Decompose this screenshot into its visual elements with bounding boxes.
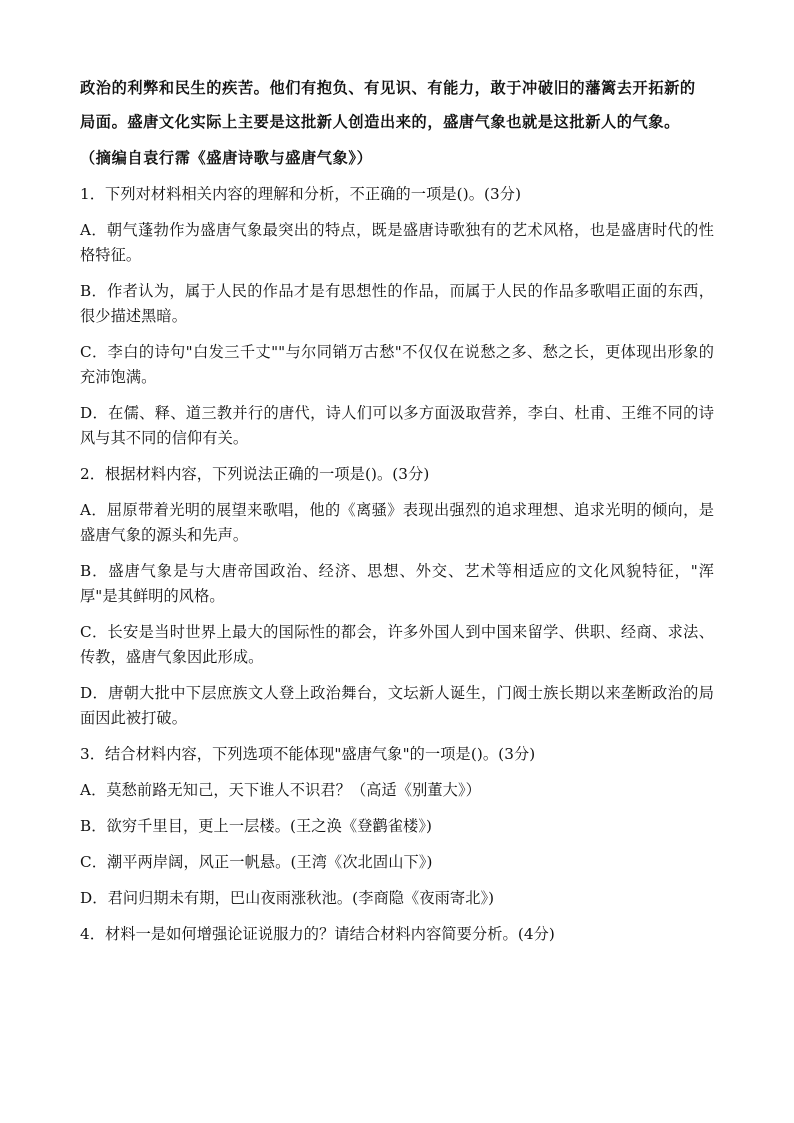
- question-2-stem: 2．根据材料内容，下列说法正确的一项是()。(3分): [80, 465, 430, 483]
- question-3-option-c: C．潮平两岸阔，风正一帆悬。(王湾《次北固山下》): [80, 853, 433, 871]
- question-3-stem: 3．结合材料内容，下列选项不能体现"盛唐气象"的一项是()。(3分): [80, 745, 536, 763]
- question-1-stem: 1．下列对材料相关内容的理解和分析，不正确的一项是()。(3分): [80, 185, 522, 203]
- question-3-option-a: A．莫愁前路无知己，天下谁人不识君？（高适《别董大》）: [80, 781, 481, 799]
- passage-line: 政治的利弊和民生的疾苦。他们有抱负、有见识、有能力，敢于冲破旧的藩篱去开拓新的: [80, 79, 696, 97]
- question-1-option-b: B．作者认为，属于人民的作品才是有思想性的作品，而属于人民的作品多歌唱正面的东西，很少描述黑暗。: [80, 282, 714, 325]
- question-4-stem: 4．材料一是如何增强论证说服力的？请结合材料内容简要分析。(4分): [80, 925, 555, 943]
- question-2-option-b: B．盛唐气象是与大唐帝国政治、经济、思想、外交、艺术等相适应的文化风貌特征，"浑厚"是其鲜明的风格。: [80, 562, 714, 605]
- question-3-option-d: D．君问归期未有期，巴山夜雨涨秋池。(李商隐《夜雨寄北》): [80, 889, 495, 907]
- question-2-option-a: A．屈原带着光明的展望来歌唱，他的《离骚》表现出强烈的追求理想、追求光明的倾向，是盛唐气象的源头和先声。: [80, 501, 714, 544]
- question-2-option-d: D．唐朝大批中下层庶族文人登上政治舞台，文坛新人诞生，门阀士族长期以来垄断政治的局面因此被打破。: [80, 684, 714, 727]
- question-1-option-c: C．李白的诗句"白发三千丈""与尔同销万古愁"不仅仅在说愁之多、愁之长，更体现出形象的充沛饱满。: [80, 343, 714, 386]
- passage-line: 局面。盛唐文化实际上主要是这批新人创造出来的，盛唐气象也就是这批新人的气象。: [80, 113, 680, 131]
- question-3-option-b: B．欲穷千里目，更上一层楼。(王之涣《登鹳雀楼》): [80, 817, 433, 835]
- passage-source: （摘编自袁行霈《盛唐诗歌与盛唐气象》）: [80, 149, 373, 167]
- question-1-option-a: A．朝气蓬勃作为盛唐气象最突出的特点，既是盛唐诗歌独有的艺术风格，也是盛唐时代的性格特征。: [80, 221, 714, 264]
- question-1-option-d: D．在儒、释、道三教并行的唐代，诗人们可以多方面汲取营养，李白、杜甫、王维不同的诗风与其不同的信仰有关。: [80, 404, 714, 447]
- question-2-option-c: C．长安是当时世界上最大的国际性的都会，许多外国人到中国来留学、供职、经商、求法、传教，盛唐气象因此形成。: [80, 623, 714, 666]
